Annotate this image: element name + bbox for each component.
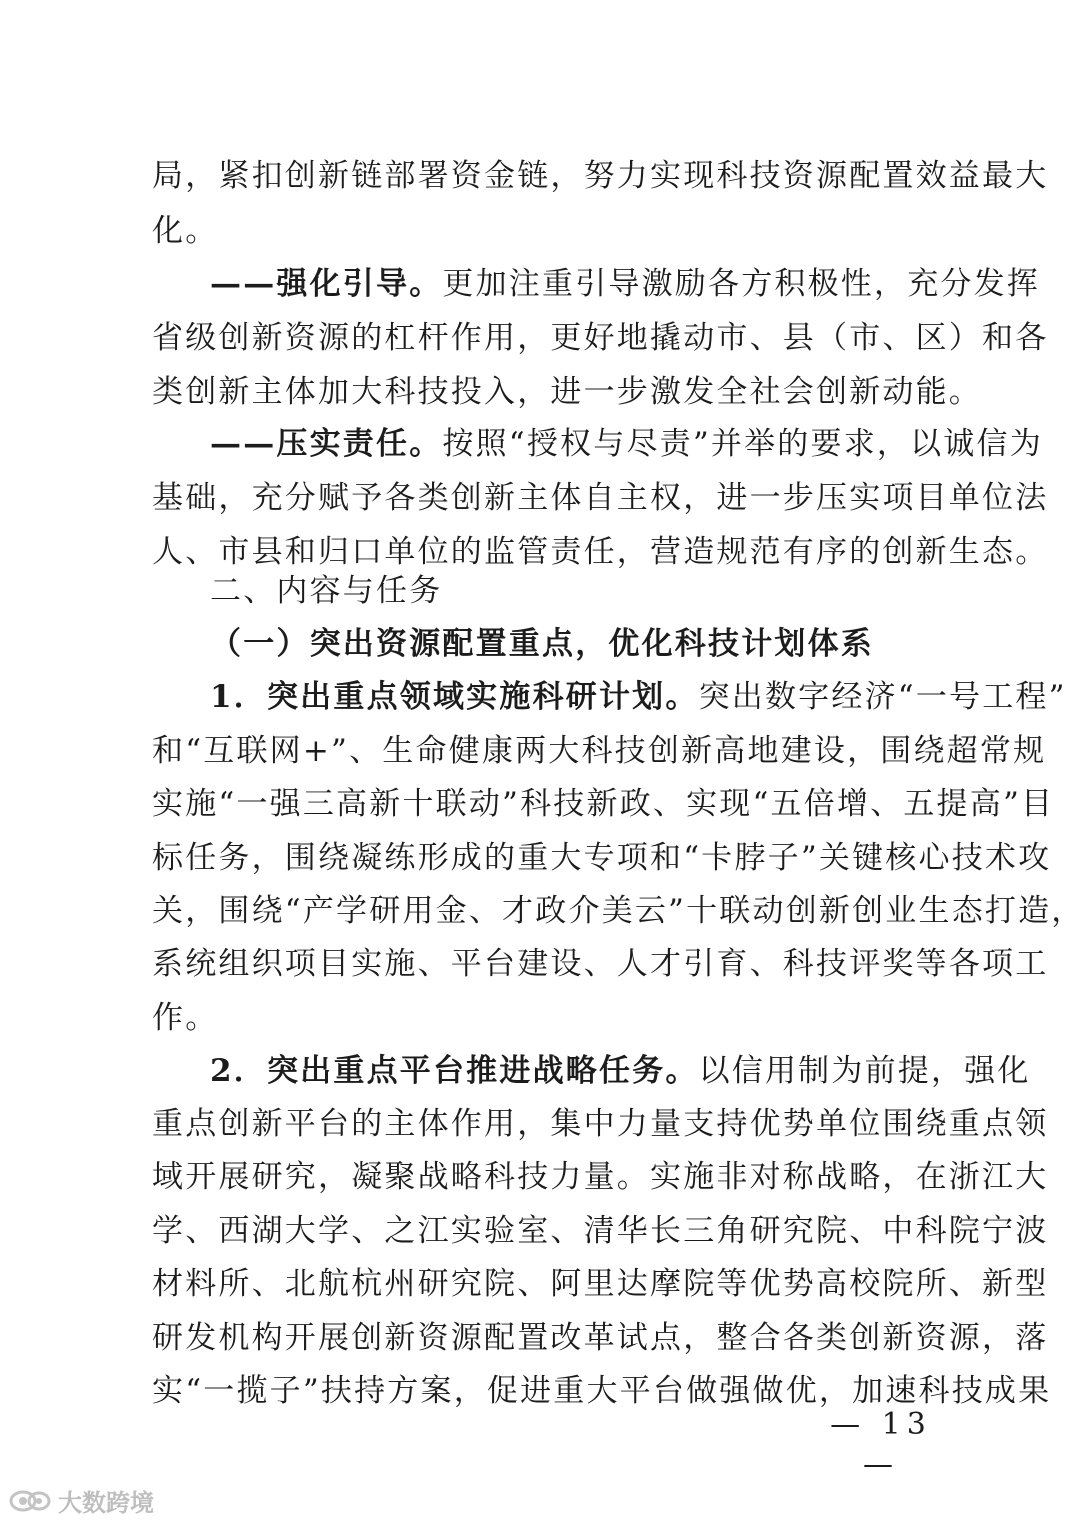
bold-heading-text: ——压实责任。 — [210, 426, 443, 462]
body-text: 研发机构开展创新资源配置改革试点，整合各类创新资源，落 — [152, 1320, 1049, 1356]
text-line — [152, 372, 982, 412]
body-text: 按照“授权与尽责”并举的要求，以诚信为 — [442, 426, 1043, 462]
body-text: 基础，充分赋予各类创新主体自主权，进一步压实项目单位法 — [152, 480, 1049, 516]
text-line — [152, 731, 1047, 771]
body-text: 作。 — [152, 1000, 219, 1036]
body-text: 和“互联网+”、生命健康两大科技创新高地建设，围绕超常规 — [152, 733, 1047, 769]
text-line — [152, 478, 1049, 518]
body-text: 标任务，围绕凝练形成的重大专项和“卡脖子”关键核心技术攻 — [152, 840, 1052, 876]
text-line — [210, 624, 932, 664]
body-text: 学、西湖大学、之江实验室、清华长三角研究院、中科院宁波 — [152, 1213, 1049, 1249]
body-text: 突出数字经济“一号工程” — [698, 679, 1067, 715]
body-text: 关，围绕“产学研用金、才政介美云”十联动创新创业生态打造， — [152, 893, 1085, 929]
text-line — [152, 211, 932, 251]
watermark-text: 大数跨境 — [58, 1488, 154, 1517]
text-line — [152, 891, 1085, 931]
text-line — [152, 318, 1049, 358]
bold-heading-text: ——强化引导。 — [210, 266, 443, 302]
text-line — [152, 156, 1049, 196]
text-line — [152, 1211, 1049, 1251]
weibo-eye-logo-icon — [8, 1486, 52, 1514]
text-line — [152, 838, 1052, 878]
text-line — [152, 532, 1049, 572]
text-line — [152, 784, 1055, 824]
text-line — [152, 1264, 1049, 1304]
text-line — [210, 424, 1043, 464]
text-line — [210, 677, 1067, 717]
body-text: 类创新主体加大科技投入，进一步激发全社会创新动能。 — [152, 374, 982, 410]
body-text: 以信用制为前提，强化 — [698, 1053, 1031, 1089]
body-text: 人、市县和归口单位的监管责任，营造规范有序的创新生态。 — [152, 534, 1049, 570]
text-line — [152, 1104, 1049, 1144]
bold-heading-text: （一）突出资源配置重点，优化科技计划体系 — [210, 626, 874, 662]
body-text: 实施“一强三高新十联动”科技新政、实现“五倍增、五提高”目 — [152, 786, 1055, 822]
body-text: 省级创新资源的杠杆作用，更好地撬动市、县（市、区）和各 — [152, 320, 1049, 356]
body-text: 局，紧扣创新链部署资金链，努力实现科技资源配置效益最大 — [152, 158, 1049, 194]
body-text: 二、内容与任务 — [210, 573, 443, 609]
body-text: 材料所、北航杭州研究院、阿里达摩院等优势高校院所、新型 — [152, 1266, 1049, 1302]
body-text: 重点创新平台的主体作用，集中力量支持优势单位围绕重点领 — [152, 1106, 1049, 1142]
watermark — [8, 1482, 154, 1518]
bold-heading-text: 1．突出重点领域实施科研计划。 — [210, 679, 699, 715]
bold-heading-text: 2．突出重点平台推进战略任务。 — [210, 1053, 699, 1089]
text-line — [152, 998, 932, 1038]
body-text: 系统组织项目实施、平台建设、人才引育、科技评奖等各项工 — [152, 946, 1049, 982]
body-text: 化。 — [152, 213, 219, 249]
body-text: 实“一揽子”扶持方案，促进重大平台做强做优，加速科技成果 — [152, 1373, 1052, 1409]
text-line — [152, 1157, 1049, 1197]
text-line — [210, 264, 1041, 304]
body-text: 域开展研究，凝聚战略科技力量。实施非对称战略，在浙江大 — [152, 1159, 1049, 1195]
text-line — [210, 1051, 1031, 1091]
text-line — [152, 1318, 1049, 1358]
text-line — [210, 571, 932, 611]
body-text: 更加注重引导激励各方积极性，充分发挥 — [442, 266, 1041, 302]
text-line — [152, 1371, 1052, 1411]
page-number: — 13 — — [830, 1407, 932, 1482]
text-line — [152, 944, 1049, 984]
